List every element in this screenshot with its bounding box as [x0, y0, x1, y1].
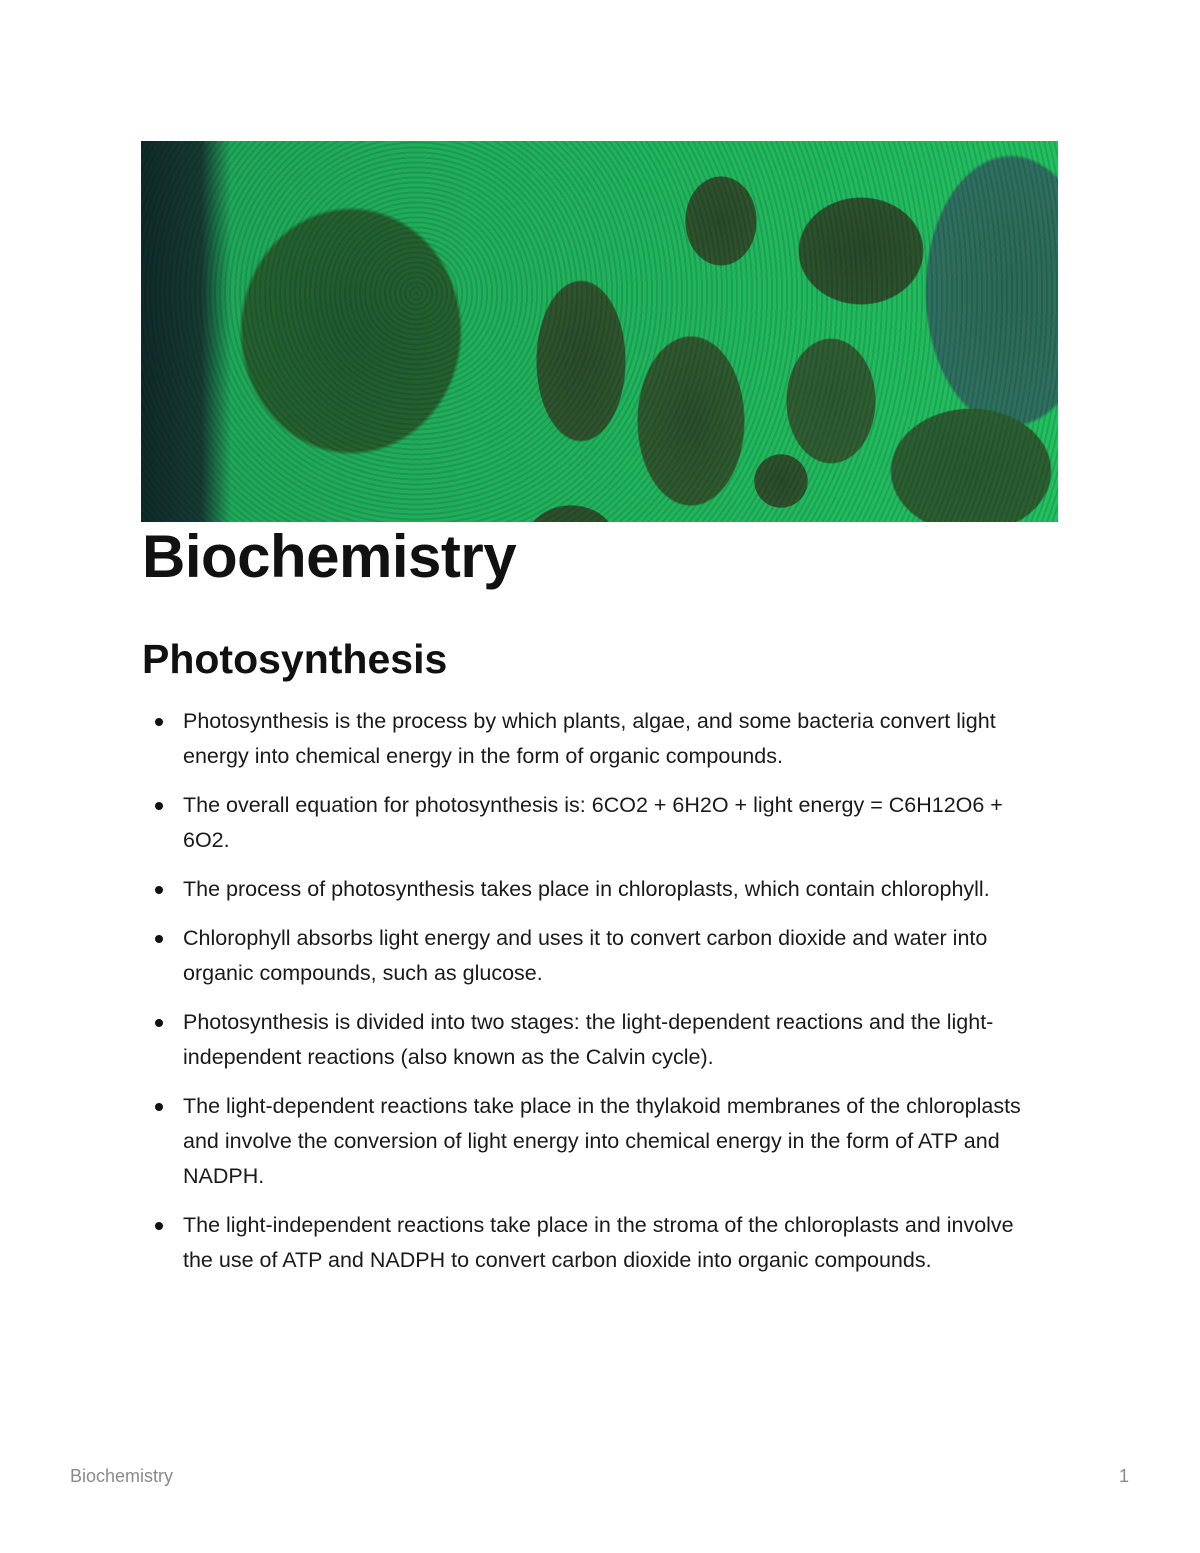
list-item: [142, 1208, 1042, 1278]
bullet-icon: [155, 1103, 163, 1111]
image-texture: [141, 141, 1058, 522]
bullet-icon: [155, 935, 163, 943]
list-item-text: The light-independent reactions take place in the stroma of the chloroplasts and involve the use of ATP and NADPH to convert carbon dioxide into organic compounds.: [183, 1213, 1014, 1272]
list-item: [142, 921, 1042, 991]
list-item: [142, 1089, 1042, 1194]
list-item: [142, 1005, 1042, 1075]
bullet-icon: [155, 802, 163, 810]
list-item: [142, 788, 1042, 858]
cover-image-green-aerial: [141, 141, 1058, 522]
list-item-text: Photosynthesis is divided into two stages: the light-dependent reactions and the light-independent reactions (also known as the Calvin cycle).: [183, 1010, 994, 1069]
page-title: Biochemistry: [142, 523, 517, 590]
list-item-text: The process of photosynthesis takes place in chloroplasts, which contain chlorophyll.: [183, 877, 990, 901]
list-item-text: Chlorophyll absorbs light energy and uses it to convert carbon dioxide and water into organic compounds, such as glucose.: [183, 926, 988, 985]
footer-page-number: 1: [1118, 1466, 1129, 1486]
list-item-text: The overall equation for photosynthesis is: 6CO2 + 6H2O + light energy = C6H12O6 + 6O2.: [183, 793, 1003, 852]
list-item-text: Photosynthesis is the process by which plants, algae, and some bacteria convert light energy into chemical energy in the form of organic compounds.: [183, 709, 996, 768]
bullet-icon: [155, 718, 163, 726]
list-item: [142, 872, 1042, 907]
list-item-text: The light-dependent reactions take place in the thylakoid membranes of the chloroplasts and involve the conversion of light energy into chemical energy in the form of ATP and NADPH.: [183, 1094, 1021, 1188]
footer-document-name: Biochemistry: [70, 1466, 174, 1486]
bullet-icon: [155, 1019, 163, 1027]
section-heading: Photosynthesis: [142, 636, 448, 682]
list-item: [142, 704, 1042, 774]
bullet-list: [142, 704, 1042, 1292]
bullet-icon: [155, 886, 163, 894]
bullet-icon: [155, 1222, 163, 1230]
